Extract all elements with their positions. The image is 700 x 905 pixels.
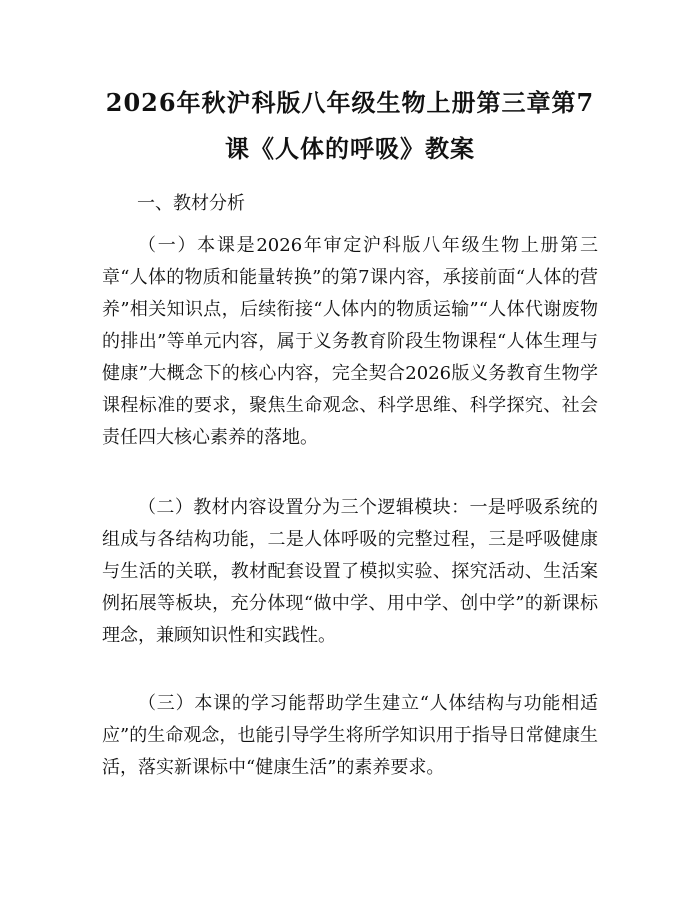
section-heading: 一、教材分析 <box>137 193 245 214</box>
document-title: 2026年秋沪科版八年级生物上册第三章第7课《人体的呼吸》教案 <box>105 88 595 163</box>
paragraph-1: （一）本课是2026年审定沪科版八年级生物上册第三章“人体的物质和能量转换”的第7课内容，承接前面“人体的营养”相关知识点，后续衔接“人体内的物质运输”“人体代谢废物的排出”等单元内容，属于义务教育阶段生物课程“人体生理与健康”大概念下的核心内容，完全契合2026版义务教育生物学课程标准的要求，聚焦生命观念、科学思维、科学探究、社会责任四大核心素养的落地。 <box>102 235 598 448</box>
paragraph-2: （二）教材内容设置分为三个逻辑模块：一是呼吸系统的组成与各结构功能，二是人体呼吸的完整过程，三是呼吸健康与生活的关联，教材配套设置了模拟实验、探究活动、生活案例拓展等板块，充分体现“做中学、用中学、创中学”的新课标理念，兼顾知识性和实践性。 <box>102 497 598 646</box>
paragraph-3: （三）本课的学习能帮助学生建立“人体结构与功能相适应”的生命观念，也能引导学生将所学知识用于指导日常健康生活，落实新课标中“健康生活”的素养要求。 <box>102 693 598 778</box>
